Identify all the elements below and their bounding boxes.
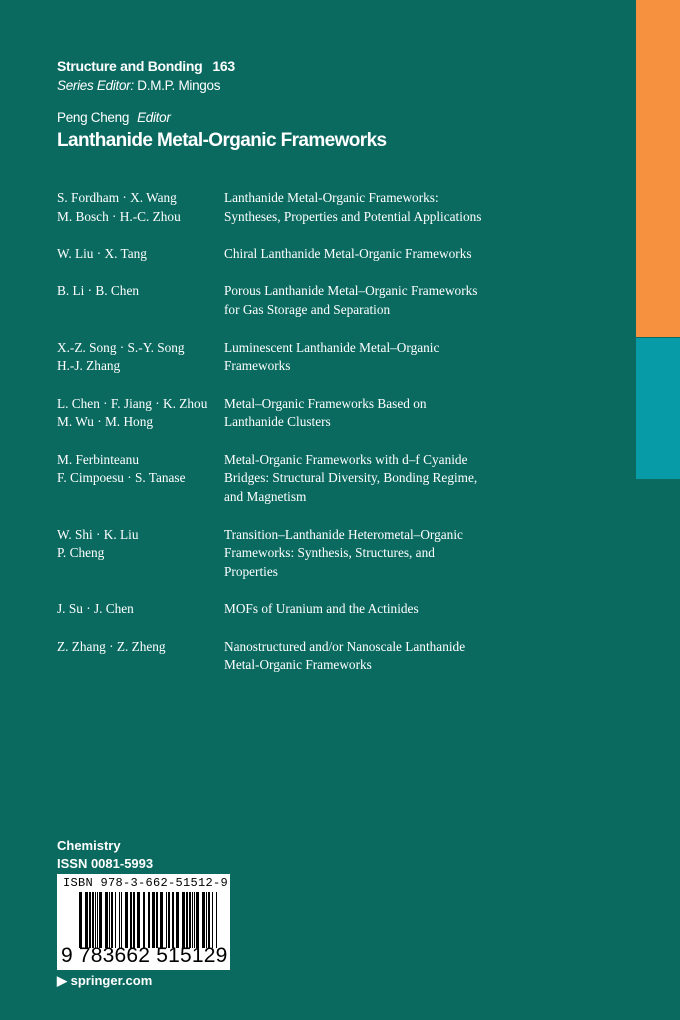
series-volume: 163 [212,58,235,74]
series-name: Structure and Bonding [57,58,203,74]
cyan-color-band [636,338,680,479]
isbn-text: ISBN 978-3-662-51512-9 [63,876,229,890]
barcode-bar [79,892,82,948]
toc-chapter-title: Metal-Organic Frameworks with d–f Cyanide Bridges: Structural Diversity, Bonding Regime, and Magnetism [224,451,478,505]
barcode-bar [133,892,135,948]
toc-entry [57,189,617,226]
toc-entry [57,451,617,507]
orange-color-band [636,0,680,337]
toc-authors: J. Su · J. Chen [57,601,134,617]
barcode-bar [85,892,88,948]
barcode-bar [121,892,122,948]
series-editor [57,78,220,93]
barcode-bar [125,892,128,948]
barcode-bar [194,892,195,948]
barcode-bar [115,892,116,948]
barcode-bar [208,892,210,948]
subject: Chemistry [57,838,121,853]
book-editor-name: Peng Cheng [57,110,130,125]
barcode-bar [176,892,179,948]
toc-entry [57,282,617,319]
publisher-website[interactable] [57,973,152,989]
website-link[interactable]: springer.com [70,973,153,988]
book-title: Lanthanide Metal-Organic Frameworks [57,130,387,151]
toc-authors: W. Shi · K. Liu P. Cheng [57,526,139,561]
barcode-bar [109,892,110,948]
toc-entry [57,339,617,376]
barcode-bars [79,892,219,948]
toc-chapter-title: Luminescent Lanthanide Metal–Organic Frameworks [224,339,440,374]
toc-authors: W. Liu · X. Tang [57,246,147,262]
toc-chapter-title: Chiral Lanthanide Metal-Organic Frameworks [224,246,472,262]
book-editor-label: Editor [137,110,171,125]
table-of-contents [57,189,617,694]
barcode-bar [160,892,163,948]
series-title [57,58,235,74]
toc-chapter-title: Metal–Organic Frameworks Based on Lanthanide Clusters [224,395,427,430]
barcode-bar [92,892,94,948]
barcode-bar [202,892,205,948]
barcode-bar [166,892,167,948]
barcode-bar [152,892,155,948]
barcode-bar [148,892,150,948]
toc-authors: X.-Z. Song · S.-Y. Song H.-J. Zhang [57,339,185,374]
barcode-bar [111,892,113,948]
barcode-bar [186,892,188,948]
barcode-bar [212,892,213,948]
toc-chapter-title: MOFs of Uranium and the Actinides [224,601,419,617]
book-editor [57,110,171,125]
barcode-bar [105,892,108,948]
toc-entry [57,638,617,675]
toc-authors: S. Fordham · X. Wang M. Bosch · H.-C. Zhou [57,190,181,224]
barcode-bar [130,892,132,948]
toc-entry [57,526,617,582]
barcode-bar [119,892,120,948]
toc-authors: B. Li · B. Chen [57,283,139,299]
barcode-bar [206,892,207,948]
barcode-bar [189,892,191,948]
barcode-bar [196,892,199,948]
barcode-bar [182,892,185,948]
barcode-bar [156,892,158,948]
barcode-bar [172,892,174,948]
barcode-bar [168,892,170,948]
toc-authors: L. Chen · F. Jiang · K. Zhou M. Wu · M. Hong [57,395,208,430]
toc-chapter-title: Porous Lanthanide Metal–Organic Frameworks for Gas Storage and Separation [224,283,478,318]
barcode-bar [216,892,217,948]
barcode-bar [99,892,102,948]
toc-authors: Z. Zhang · Z. Zheng [57,638,166,654]
barcode-digits: 9 783662 515129 [61,944,228,967]
barcode-bar [95,892,96,948]
series-editor-name: D.M.P. Mingos [137,78,221,93]
barcode-bar [97,892,98,948]
isbn-barcode [57,874,230,970]
barcode-bar [192,892,193,948]
issn: ISSN 0081-5993 [57,856,154,871]
barcode-bar [143,892,145,948]
toc-chapter-title: Transition–Lanthanide Heterometal–Organic Frameworks: Synthesis, Structures, and Properties [224,526,463,579]
toc-chapter-title: Nanostructured and/or Nanoscale Lanthanide Metal-Organic Frameworks [224,638,466,673]
barcode-bar [137,892,140,948]
toc-chapter-title: Lanthanide Metal-Organic Frameworks: Syntheses, Properties and Potential Applications [224,190,482,224]
toc-authors: M. Ferbinteanu F. Cimpoesu · S. Tanase [57,451,186,486]
barcode-bar [89,892,91,948]
toc-entry [57,245,617,264]
arrow-right-icon: ▶ [57,973,67,988]
toc-entry [57,600,617,619]
toc-entry [57,395,617,432]
series-editor-label: Series Editor: [57,78,134,93]
